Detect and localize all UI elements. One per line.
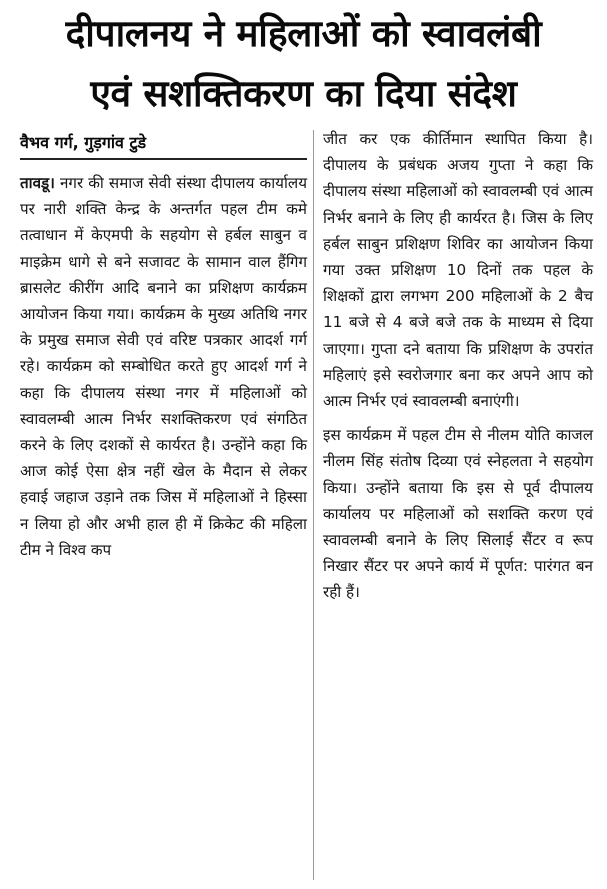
- right-paragraph-2: इस कार्यक्रम में पहल टीम से नीलम योति काजल नीलम सिंह संतोष दिव्या एवं स्नेहलता ने सहयोग किया। उन्होंने बताया कि इस से पूर्व दीपालय कार्यालय पर महिलाओं को सशक्ति करण एवं स्वावलम्बी बनाने के लिए सिलाई सैंटर व रूप निखार सैंटर पर अपने कार्य में पूर्णत: पारंगत बन रही हैं।: [323, 426, 593, 602]
- headline: [0, 0, 607, 126]
- article-body-left: [20, 170, 307, 563]
- left-column-text: नगर की समाज सेवी संस्था दीपालय कार्यालय पर नारी शक्ति केन्द्र के अन्तर्गत पहल टीम कमे तत्वाधान में केएमपी के सहयोग से हर्बल साबुन व माइक्रेम धागे से बने सजावट के सामान वाल हैंगिग ब्रासलेट कीरींग आदि बनाने का प्रशिक्षण कार्यक्रम आयोजन किया गया। कार्यक्रम के मुख्य अतिथि नगर के प्रमुख समाज सेवी एवं वरिष्ट पत्रकार आदर्श गर्ग रहे। कार्यक्रम को सम्बोधित करते हुए आदर्श गर्ग ने कहा कि दीपालय संस्था नगर में महिलाओं को स्वावलम्बी आत्म निर्भर सशक्तिकरण एवं संगठित करने के लिए दशकों से कार्यरत है। उन्होंने कहा कि आज कोई ऐसा क्षेत्र नहीं खेल के मैदान से लेकर हवाई जहाज उड़ाने तक जिस में महिलाओं ने हिस्सा न लिया हो और अभी हाल ही में क्रिकेट की महिला टीम ने विश्व कप: [20, 174, 308, 559]
- dateline: तावडू।: [20, 174, 55, 192]
- right-paragraph-1: जीत कर एक कीर्तिमान स्थापित किया है। दीपालय के प्रबंधक अजय गुप्ता ने कहा कि दीपालय संस्था महिलाओं को स्वावलम्बी एवं आत्म निर्भर बनाने के लिए ही कार्यरत है। जिस के लिए हर्बल साबुन प्रशिक्षण शिविर का आयोजन किया गया उक्त प्रशिक्षण 10 दिनों तक पहल के शिक्षकों द्वारा लगभग 200 महिलाओं के 2 बैच 11 बजे से 4 बजे बजे तक के माध्यम से दिया जाएगा। गुप्ता दने बताया कि प्रशिक्षण के उपरांत महिलाएं इसे स्वरोजगार बना कर अपने आप को आत्म निर्भर एवं स्वावलम्बी बनाएंगी।: [323, 130, 593, 411]
- byline: वैभव गर्ग, गुड़गांव टुडे: [20, 126, 307, 160]
- article-column-right: [323, 126, 593, 606]
- column-divider: [313, 130, 314, 880]
- headline-line-2: एवं सशक्तिकरण का दिया संदेश: [90, 72, 517, 115]
- article-column-left: [20, 126, 307, 563]
- headline-line-1: दीपालनय ने महिलाओं को स्वावलंबी: [65, 12, 542, 55]
